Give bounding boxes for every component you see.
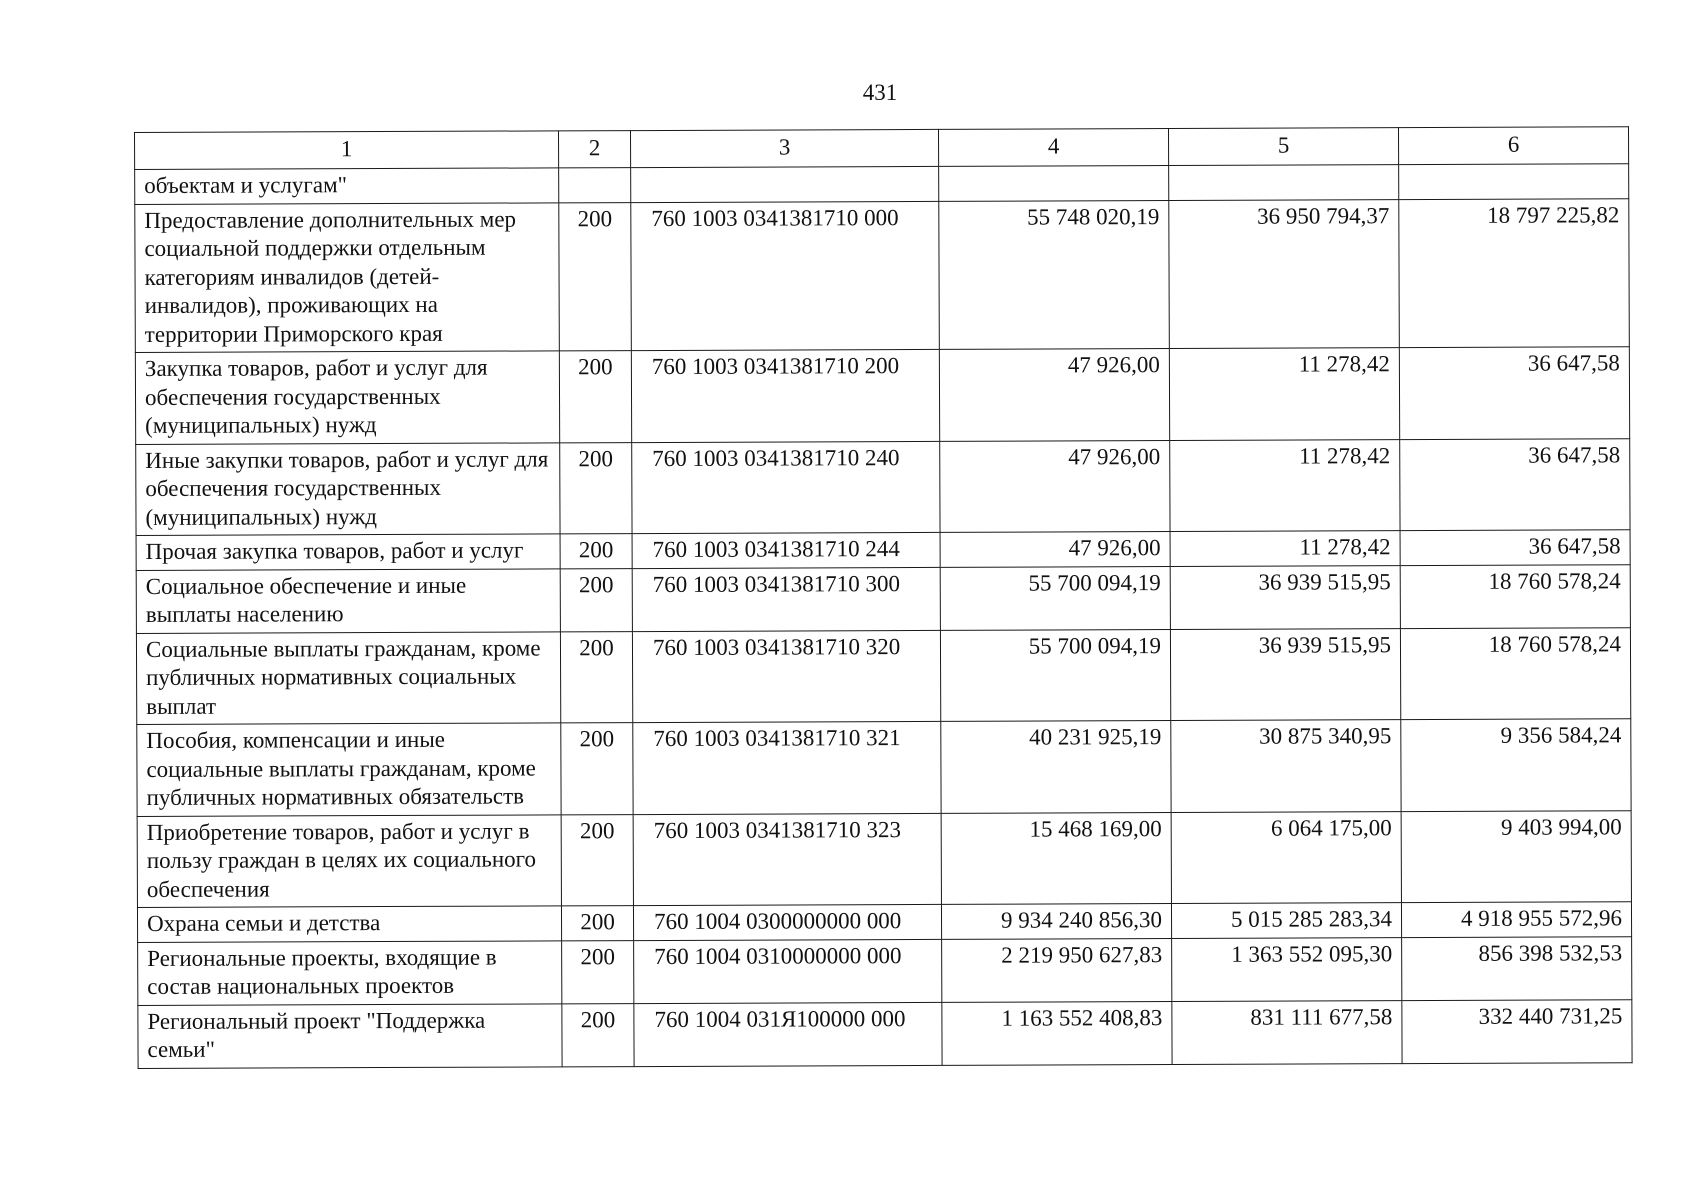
table-row — [135, 347, 1629, 444]
table-row — [136, 564, 1630, 633]
row-admin-code: 200 — [562, 940, 634, 1003]
table-row — [137, 902, 1631, 942]
row-remaining: 36 647,58 — [1399, 347, 1629, 439]
row-budget-code: 760 1003 0341381710 240 — [632, 441, 940, 534]
row-executed: 831 111 677,58 — [1172, 1000, 1402, 1064]
row-approved — [939, 166, 1169, 201]
row-name: Социальное обеспечение и иные выплаты населению — [136, 568, 560, 633]
table-row — [138, 999, 1632, 1068]
row-admin-code: 200 — [561, 814, 633, 906]
row-budget-code: 760 1003 0341381710 320 — [632, 630, 940, 723]
row-executed: 11 278,42 — [1169, 348, 1399, 440]
row-admin-code: 200 — [561, 906, 633, 941]
row-admin-code: 200 — [560, 631, 632, 723]
row-name: Иные закупки товаров, работ и услуг для обеспечения государственных (муниципальных) нужд — [136, 442, 560, 535]
row-remaining: 18 797 225,82 — [1399, 198, 1630, 347]
row-approved: 55 748 020,19 — [939, 200, 1170, 349]
row-remaining: 36 647,58 — [1400, 530, 1630, 565]
row-remaining: 9 403 994,00 — [1401, 810, 1631, 902]
row-budget-code: 760 1004 0300000000 000 — [633, 904, 941, 940]
column-header-3: 3 — [630, 129, 938, 167]
table-row — [135, 164, 1629, 204]
row-approved: 15 468 169,00 — [941, 812, 1171, 904]
row-executed: 5 015 285 283,34 — [1171, 903, 1401, 938]
row-approved: 47 926,00 — [940, 532, 1170, 567]
table-row — [135, 198, 1630, 352]
table-row — [136, 627, 1630, 724]
row-approved: 9 934 240 856,30 — [941, 904, 1171, 939]
table-row — [136, 438, 1630, 535]
column-header-1: 1 — [135, 131, 559, 170]
row-executed: 36 939 515,95 — [1170, 628, 1400, 720]
column-header-4: 4 — [938, 129, 1168, 167]
row-executed: 11 278,42 — [1170, 531, 1400, 566]
row-admin-code: 200 — [560, 442, 632, 534]
row-name: Региональные проекты, входящие в состав национальных проектов — [138, 940, 562, 1005]
row-remaining: 18 760 578,24 — [1400, 627, 1630, 719]
column-header-6: 6 — [1398, 127, 1628, 165]
row-approved: 47 926,00 — [939, 349, 1169, 441]
table-header — [135, 127, 1629, 170]
row-executed: 36 939 515,95 — [1170, 565, 1400, 629]
row-name: Региональный проект "Поддержка семьи" — [138, 1003, 562, 1068]
row-remaining: 856 398 532,53 — [1402, 936, 1632, 1000]
row-admin-code: 200 — [560, 534, 632, 569]
row-executed: 11 278,42 — [1170, 439, 1400, 531]
row-name: Предоставление дополнительных мер социальной поддержки отдельным категориям инвалидов (детей-инвалидов), проживающих на территории Приморского края — [135, 202, 560, 352]
row-name: Пособия, компенсации и иные социальные выплаты гражданам, кроме публичных нормативных обязательств — [137, 723, 561, 816]
row-admin-code: 200 — [559, 351, 631, 443]
row-admin-code: 200 — [560, 568, 632, 631]
row-executed: 6 064 175,00 — [1171, 811, 1401, 903]
row-remaining: 9 356 584,24 — [1401, 719, 1631, 811]
row-budget-code: 760 1003 0341381710 244 — [632, 532, 940, 568]
column-header-2: 2 — [558, 131, 630, 168]
row-approved: 47 926,00 — [940, 440, 1170, 532]
row-budget-code: 760 1003 0341381710 200 — [631, 349, 939, 442]
row-approved: 2 219 950 627,83 — [942, 938, 1172, 1002]
row-remaining: 4 918 955 572,96 — [1401, 902, 1631, 937]
row-approved: 40 231 925,19 — [941, 721, 1171, 813]
table-row — [137, 810, 1631, 907]
page-number: 431 — [862, 80, 898, 105]
row-executed — [1169, 165, 1399, 200]
row-approved: 55 700 094,19 — [940, 566, 1170, 630]
row-admin-code: 200 — [561, 723, 633, 815]
row-executed: 1 363 552 095,30 — [1172, 937, 1402, 1001]
row-name: Охрана семьи и детства — [137, 906, 561, 942]
row-admin-code: 200 — [562, 1003, 634, 1066]
row-budget-code: 760 1003 0341381710 321 — [633, 721, 941, 814]
table-row — [138, 936, 1632, 1005]
row-budget-code: 760 1003 0341381710 323 — [633, 813, 941, 906]
row-name: Прочая закупка товаров, работ и услуг — [136, 534, 560, 570]
row-remaining: 332 440 731,25 — [1402, 999, 1632, 1063]
row-executed: 36 950 794,37 — [1169, 199, 1400, 348]
row-budget-code: 760 1004 0310000000 000 — [634, 939, 942, 1003]
row-name: Приобретение товаров, работ и услуг в пользу граждан в целях их социального обеспечения — [137, 814, 561, 907]
row-remaining: 36 647,58 — [1400, 438, 1630, 530]
row-approved: 1 163 552 408,83 — [942, 1001, 1172, 1065]
table-body — [135, 164, 1632, 1068]
row-remaining: 18 760 578,24 — [1400, 564, 1630, 628]
row-budget-code — [631, 166, 939, 202]
table-row — [136, 530, 1630, 570]
row-admin-code: 200 — [559, 202, 632, 351]
budget-table — [134, 126, 1633, 1068]
row-executed: 30 875 340,95 — [1171, 720, 1401, 812]
row-remaining — [1399, 164, 1629, 199]
row-approved: 55 700 094,19 — [940, 629, 1170, 721]
row-admin-code — [559, 168, 631, 203]
table-row — [137, 719, 1631, 816]
header-row — [135, 127, 1629, 170]
row-name: объектам и услугам" — [135, 168, 559, 204]
row-budget-code: 760 1004 031Я100000 000 — [634, 1002, 942, 1066]
row-name: Социальные выплаты гражданам, кроме публичных нормативных социальных выплат — [136, 631, 560, 724]
row-name: Закупка товаров, работ и услуг для обеспечения государственных (муниципальных) нужд — [135, 351, 559, 444]
row-budget-code: 760 1003 0341381710 300 — [632, 567, 940, 631]
column-header-5: 5 — [1168, 128, 1398, 166]
row-budget-code: 760 1003 0341381710 000 — [631, 201, 940, 351]
